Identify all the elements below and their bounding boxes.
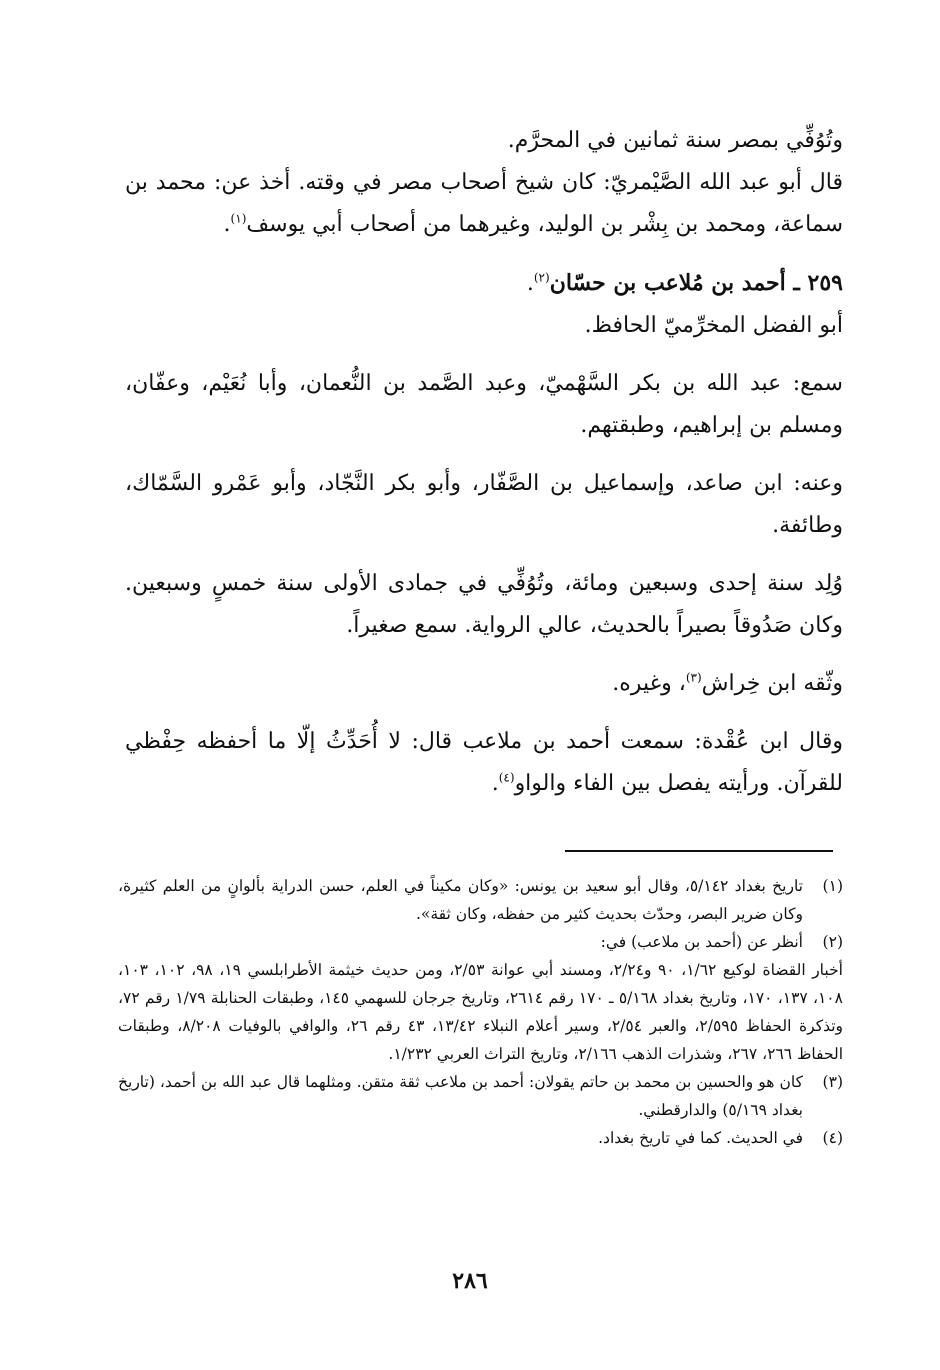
entry-number: ٢٥٩ [807,270,843,296]
paragraph-death-note: وتُوُفِّي بمصر سنة ثمانين في المحرَّم. [507,128,843,153]
footnote-ref-2[interactable]: (٢) [533,270,550,285]
footnote-1 [118,872,843,928]
paragraph-kunya: أبو الفضل المخرِّميّ الحافظ. [584,313,843,338]
footnote-number: (٤) [822,1129,843,1147]
paragraph-students: وعنه: ابن صاعد، وإسماعيل بن الصَّفّار، وأبو بكر النَّجّاد، وأبو عَمْرو السَّمّاك، وطائفة. [125,471,843,538]
entry-heading: ٢٥٩ ـ أحمد بن مُلاعب بن حسّان$^{(٢)}$. [526,270,843,296]
paragraph-teachers: سمع: عبد الله بن بكر السَّهْميّ، وعبد الصَّمد بن النُّعمان، وأبا نُعَيْم، وعفّان، ومسلم بن إبراهيم، وطبقتهم. [125,371,843,438]
paragraph-ibn-uqda: وقال ابن عُقْدة: سمعت أحمد بن ملاعب قال: لا أُحَدِّثُ إلّا ما أحفظه حِفْظي للقرآن. ورأيته يفصل بين الفاء والواو$^{(٤)}$. [125,729,843,796]
footnote-text: في الحديث. كما في تاريخ بغداد. [598,1129,803,1147]
footnote-4 [118,1124,843,1152]
page-number: ٢٨٦ [452,1268,488,1294]
main-text [125,120,843,805]
footnotes [118,872,843,1152]
footnote-separator [565,850,833,852]
paragraph-saymari-quote: قال أبو عبد الله الصَّيْمريّ: كان شيخ أصحاب مصر في وقته. أخذ عن: محمد بن سماعة، ومحمد بن بِشْر بن الوليد، وغيرهما من أصحاب أبي يوسف$^{(١)}$. [125,170,843,237]
footnote-number: (٣) [822,1073,843,1091]
footnote-text: كان هو والحسين بن محمد بن حاتم يقولان: أحمد بن ملاعب ثقة متقن. ومثلهما قال عبد الله بن أحمد، (تاريخ بغداد ٥/١٦٩) والدارقطني. [118,1073,803,1119]
footnote-3 [118,1068,843,1124]
paragraph-tawthiq: وثّقه ابن خِراش$^{(٣)}$، وغيره. [612,670,843,696]
footnote-ref-1[interactable]: (١) [230,211,247,226]
footnote-text: أنظر عن (أحمد بن ملاعب) في: [600,933,803,951]
entry-title: ـ أحمد بن مُلاعب بن حسّان [549,270,808,296]
footnote-text: تاريخ بغداد ٥/١٤٢، وقال أبو سعيد بن يونس: «وكان مكيناً في العلم، حسن الدراية بألوانٍ من العلم كثيرة، وكان ضرير البصر، وحدّث بحديث كثير من حفظه، وكان ثقة». [118,877,803,923]
footnote-2-sources [118,956,843,1068]
footnote-ref-3[interactable]: (٣) [685,670,702,685]
paragraph-birth-death: وُلِد سنة إحدى وسبعين ومائة، وتُوُفِّي في جمادى الأولى سنة خمسٍ وسبعين. وكان صَدُوقاً بصيراً بالحديث، عالي الرواية. سمع صغيراً. [125,571,843,638]
footnote-number: (١) [822,877,843,895]
footnote-number: (٢) [822,933,843,951]
footnote-2 [118,928,843,956]
footnote-ref-4[interactable]: (٤) [498,770,515,785]
footnote-text: أخبار القضاة لوكيع ١/٦٢، ٩٠ و٢/٢٤، ومسند أبي عوانة ٢/٥٣، ومن حديث خيثمة الأطرابلسي ١٩، ٩٨، ١٠٢، ١٠٣، ١٠٨، ١٣٧، ١٧٠، وتاريخ بغداد ٥/١٦٨ ـ ١٧٠ رقم ٢٦١٤، وتاريخ جرجان للسهمي ١٤٥، وطبقات الحنابلة ١/٧٩ رقم ٧٢، وتذكرة الحفاظ ٢/٥٩٥، والعبر ٢/٥٤، وسير أعلام النبلاء ١٣/٤٢، ٤٣ رقم ٢٦، والوافي بالوفيات ٨/٢٠٨، وطبقات الحفاظ ٢٦٦، ٢٦٧، وشذرات الذهب ٢/١٦٦، وتاريخ التراث العربي ١/٢٣٢. [118,961,844,1063]
